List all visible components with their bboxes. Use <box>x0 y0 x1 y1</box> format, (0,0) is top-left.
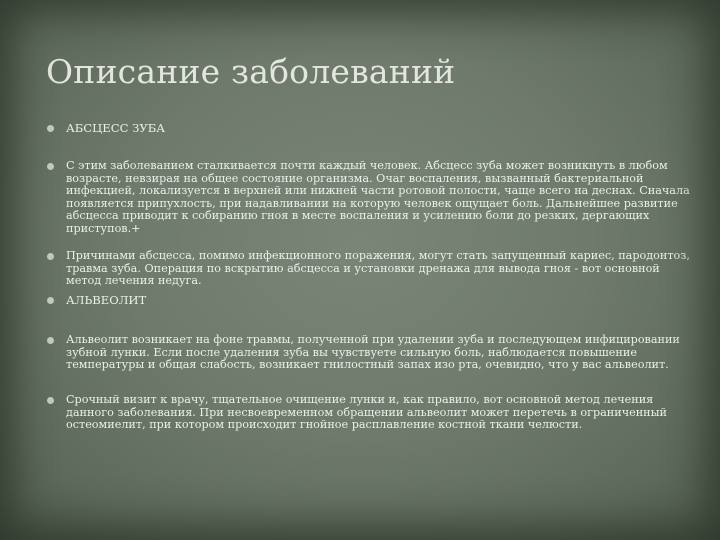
list-item-text: Причинами абсцесса, помимо инфекционного поражения, могут стать запущенный кариес, пародонтоз, травма зуба. Операция по вскрытию абсцесса и установки дренажа для вывода гноя - вот основной метод лечения недуга. <box>66 249 690 288</box>
bullet-icon <box>47 337 54 344</box>
bullet-icon <box>47 253 54 260</box>
list-item-text: С этим заболеванием сталкивается почти каждый человек. Абсцесс зуба может возникнуть в любом возрасте, невзирая на общее состояние организма. Очаг воспаления, вызванный бактериальной инфекцией, локализуется в верхней или нижней части ротовой полости, чаще всего на деснах. Сначала появляется припухлость, при надавливании на которую человек ощущает боль. Дальнейшее развитие абсцесса приводит к собиранию гноя в месте воспаления и усилению боли до резких, дергающих приступов.+ <box>66 159 690 235</box>
list-item-text: АЛЬВЕОЛИТ <box>66 293 147 307</box>
list-item-text: Альвеолит возникает на фоне травмы, полученной при удалении зуба и последующем инфицировании зубной лунки. Если после удаления зуба вы чувствуете сильную боль, наблюдается повышение температуры и общая слабость, возникает гнилостный запах изо рта, очевидно, что у вас альвеолит. <box>66 333 680 372</box>
bullet-icon <box>47 397 54 404</box>
bullet-icon <box>47 125 54 132</box>
list-item-text: АБСЦЕСС ЗУБА <box>66 121 166 135</box>
page-title: Описание заболеваний <box>46 52 456 91</box>
list-item-text: Срочный визит к врачу, тщательное очищение лунки и, как правило, вот основной метод лечения данного заболевания. При несвоевременном обращении альвеолит может перетечь в ограниченный остеомиелит, при котором происходит гнойное расплавление костной ткани челюсти. <box>66 393 667 432</box>
bullet-icon <box>47 163 54 170</box>
bullet-icon <box>47 297 54 304</box>
